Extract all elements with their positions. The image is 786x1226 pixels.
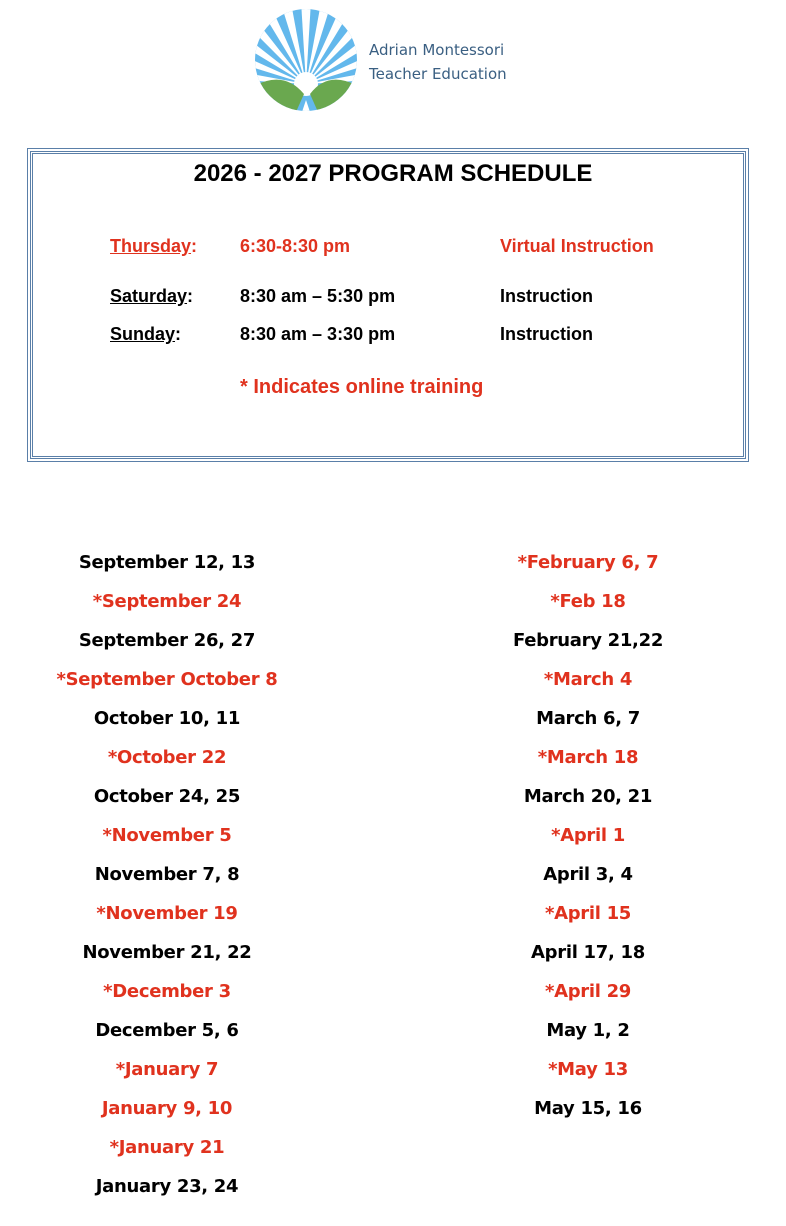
- dates-column-left: [0, 550, 334, 1213]
- schedule-date: May 1, 2: [546, 1020, 630, 1041]
- schedule-date: October 10, 11: [93, 708, 241, 729]
- schedule-date: *September 24: [92, 591, 242, 612]
- schedule-date: September 26, 27: [78, 630, 256, 651]
- schedule-row-thursday: Thursday: 6:30-8:30 pm Virtual Instruction: [110, 236, 654, 256]
- schedule-date: *Feb 18: [550, 591, 626, 612]
- activity-label: Instruction: [500, 324, 593, 344]
- schedule-date: *September October 8: [56, 669, 278, 690]
- schedule-row-sunday: Sunday: 8:30 am – 3:30 pm Instruction: [110, 324, 593, 344]
- schedule-date: *January 7: [115, 1059, 219, 1080]
- schedule-row-saturday: Saturday: 8:30 am – 5:30 pm Instruction: [110, 286, 593, 306]
- schedule-date: *October 22: [107, 747, 227, 768]
- schedule-date: May 15, 16: [534, 1098, 642, 1119]
- day-label: Sunday: [110, 324, 176, 344]
- schedule-date: April 3, 4: [543, 864, 633, 885]
- activity-label: Virtual Instruction: [500, 236, 654, 256]
- schedule-date: *April 15: [544, 903, 632, 924]
- adrian-montessori-logo: [254, 8, 358, 112]
- schedule-date: February 21,22: [512, 630, 664, 651]
- online-training-note: * Indicates online training: [240, 376, 484, 398]
- schedule-date: *April 1: [551, 825, 625, 846]
- logo-text: [369, 38, 507, 86]
- day-label: Thursday: [110, 236, 192, 256]
- dates-column-right: [420, 550, 756, 1135]
- schedule-date: *January 21: [109, 1137, 225, 1158]
- schedule-date: January 9, 10: [101, 1098, 233, 1119]
- schedule-title: 2026 - 2027 PROGRAM SCHEDULE: [193, 160, 593, 187]
- time-label: 8:30 am – 3:30 pm: [240, 324, 396, 344]
- schedule-date: September 12, 13: [78, 552, 256, 573]
- schedule-date: March 20, 21: [523, 786, 653, 807]
- schedule-date: January 23, 24: [95, 1176, 239, 1197]
- schedule-date: *April 29: [544, 981, 632, 1002]
- schedule-date: December 5, 6: [95, 1020, 239, 1041]
- schedule-date: *December 3: [103, 981, 231, 1002]
- schedule-date: November 7, 8: [94, 864, 240, 885]
- day-label: Saturday: [110, 286, 188, 306]
- time-label: 8:30 am – 5:30 pm: [240, 286, 396, 306]
- schedule-date: *May 13: [548, 1059, 628, 1080]
- logo-line-2: Teacher Education: [369, 65, 507, 83]
- schedule-date: *November 5: [102, 825, 232, 846]
- schedule-date: *March 18: [537, 747, 639, 768]
- schedule-date: November 21, 22: [82, 942, 252, 963]
- schedule-date: *March 4: [543, 669, 633, 690]
- schedule-date: *February 6, 7: [517, 552, 659, 573]
- logo-line-1: Adrian Montessori: [369, 41, 505, 59]
- time-label: 6:30-8:30 pm: [240, 236, 351, 256]
- schedule-date: April 17, 18: [531, 942, 645, 963]
- schedule-date: October 24, 25: [93, 786, 241, 807]
- activity-label: Instruction: [500, 286, 593, 306]
- schedule-date: March 6, 7: [536, 708, 640, 729]
- schedule-date: *November 19: [96, 903, 238, 924]
